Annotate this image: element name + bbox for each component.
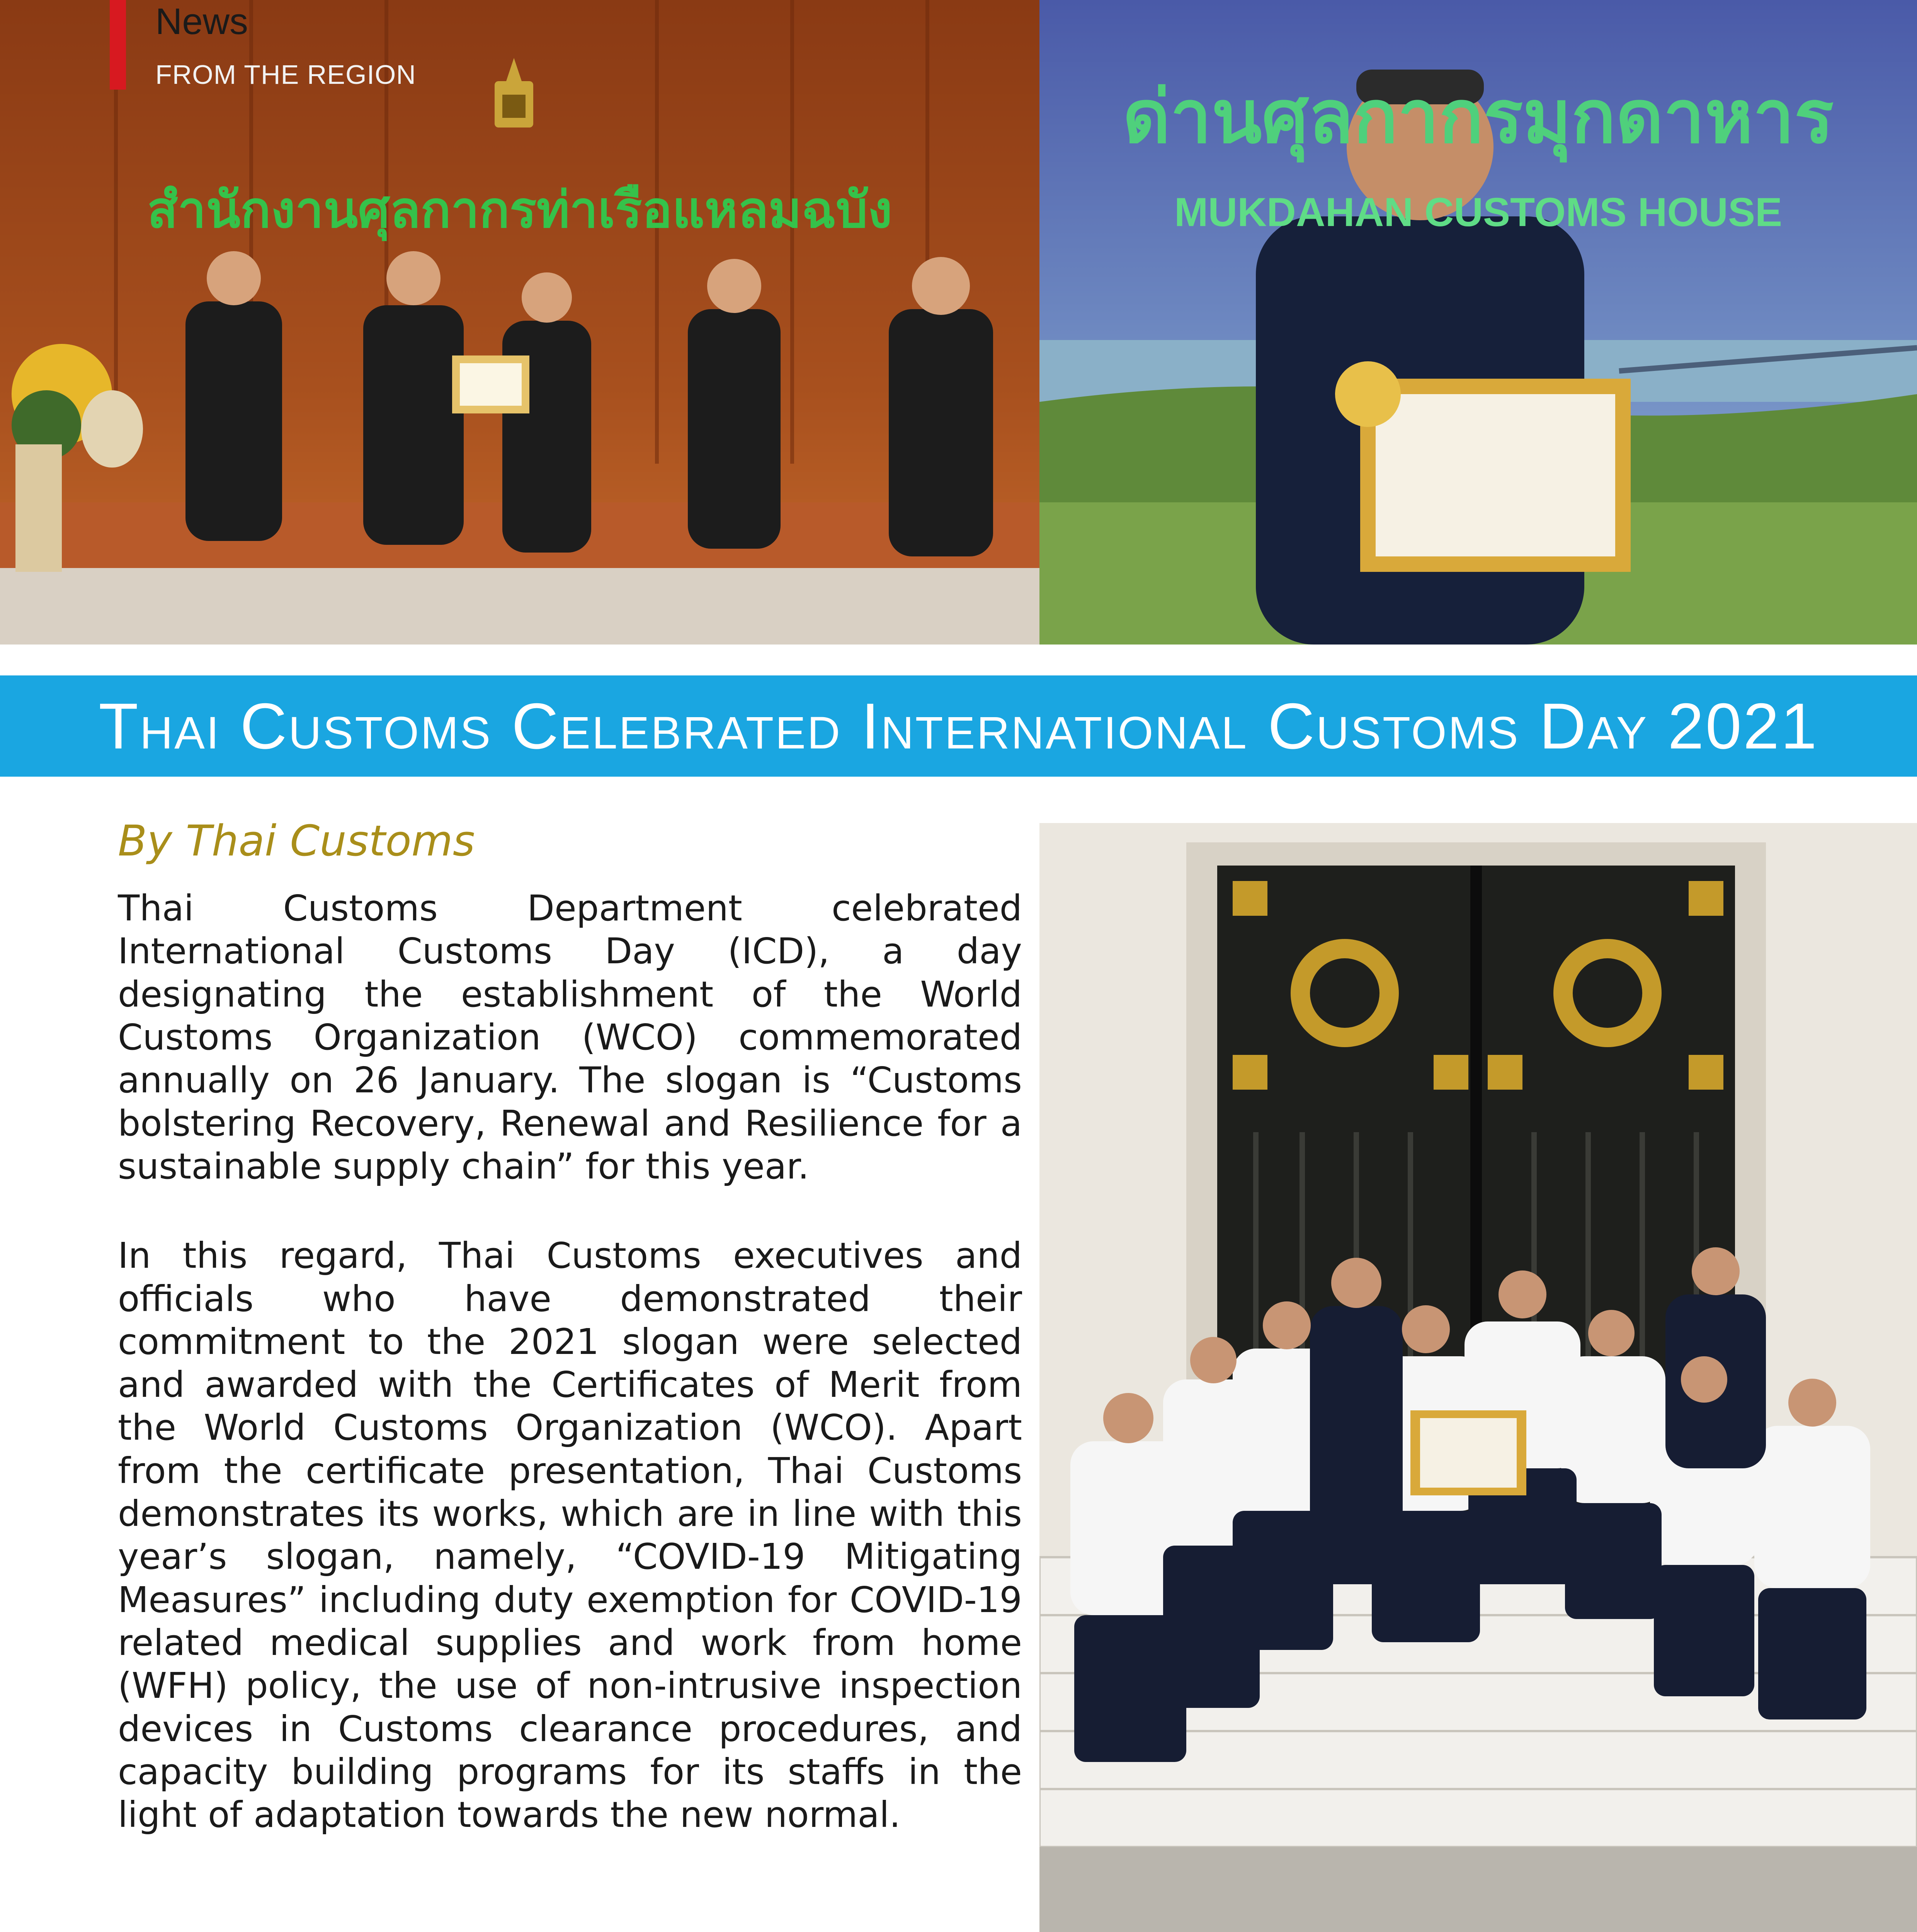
article-paragraph: In this regard, Thai Customs executives and officials who have demonstrated their commitment to the 2021 slogan were selected and awarded with the Certificates of Merit from the World Customs Organization (WCO). Apart from the certificate presentation, Thai Customs demonstrates its works, which are in line with this year’s slogan, namely, “COVID-19 Mitigating Measures” including duty exemption for COVID-19 related medical supplies and work from home (WFH) policy, the use of non-intrusive inspection devices in Customs clearance procedures, and capacity building programs for its staffs in the light of adaptation towards the new normal. — [118, 1235, 1022, 1836]
article-paragraph: Thai Customs Department celebrated International Customs Day (ICD), a day designating the establishment of the World Customs Organization (WCO) commemorated annually on 26 January. The slogan is “Customs bolstering Recovery, Renewal and Resilience for a sustainable supply chain” for this year. — [118, 888, 1022, 1187]
article-body — [118, 887, 1022, 1883]
section-label: News — [155, 1, 248, 42]
article-title: Thai Customs Celebrated International Customs Day 2021 — [99, 689, 1818, 762]
article-byline: By Thai Customs — [118, 816, 475, 866]
sign-laem-chabang-thai: สำนักงานศุลกากรท่าเรือแหลมฉบัง — [147, 180, 893, 239]
title-banner — [0, 675, 1917, 777]
photo-laem-chabang-ceremony — [0, 0, 1039, 645]
section-tag-bar — [110, 0, 126, 90]
sign-mukdahan-thai: ด่านศุลกากรมุกดาหาร — [1123, 74, 1834, 160]
photo-mukdahan-officer — [1039, 0, 1917, 645]
section-sublabel: FROM THE REGION — [155, 60, 416, 90]
photo-group-at-door — [1039, 823, 1917, 1932]
sign-mukdahan-english: MUKDAHAN CUSTOMS HOUSE — [1174, 190, 1783, 235]
